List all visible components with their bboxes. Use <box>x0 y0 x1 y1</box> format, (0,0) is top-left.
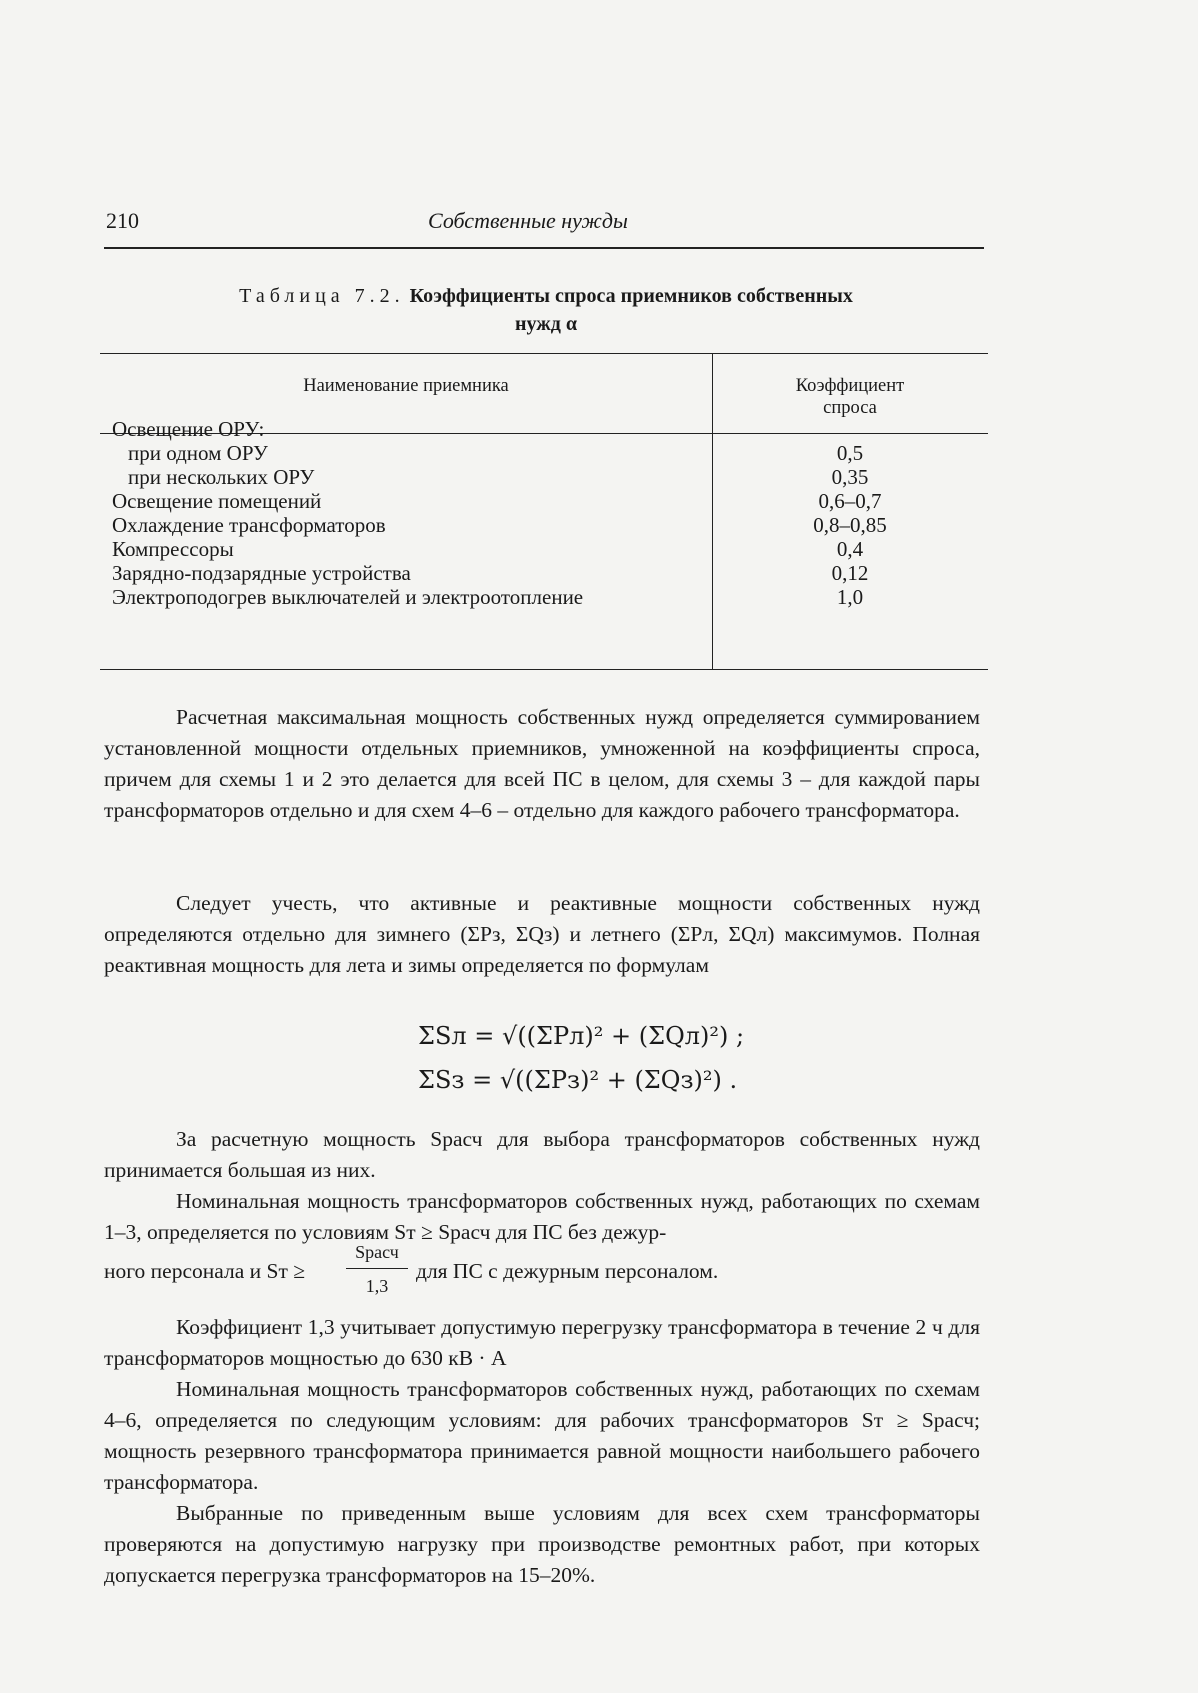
column-header-coefficient-line2: спроса <box>823 398 877 418</box>
table-bottom-rule <box>100 669 988 670</box>
table-row-value: 1,0 <box>836 585 864 609</box>
table-caption-title-line2: нужд α <box>514 313 578 335</box>
table-caption-prefix: Таблица 7.2. <box>239 285 405 307</box>
table-row-value: 0,6–0,7 <box>818 489 882 513</box>
table-row-value: 0,8–0,85 <box>813 513 887 537</box>
table-row-label: Освещение ОРУ: <box>112 417 265 441</box>
table-row-label: Электроподогрев выключателей и электроотопление <box>112 585 584 609</box>
paragraph-4-tail-end: для ПС с дежурным персоналом. <box>416 1259 719 1283</box>
paragraph-1: Расчетная максимальная мощность собственных нужд определяется суммированием установленной мощности отдельных приемников, умноженной на коэффициенты спроса, причем для схемы 1 и 2 это делается для всей ПС в целом, для схемы 3 – для каждой пары трансформаторов отдельно и для схем 4–6 – отдельно для каждого рабочего трансформатора. <box>104 705 980 822</box>
fraction-numerator: Sрасч <box>355 1242 399 1262</box>
running-head: Собственные нужды <box>428 208 628 233</box>
formula-summer: ΣSл = √((ΣPл)² + (ΣQл)²) ; <box>418 1022 745 1050</box>
table-row-label: Освещение помещений <box>112 489 322 513</box>
table-caption <box>176 282 916 338</box>
table-row-value: 0,5 <box>836 441 864 465</box>
table-row-label: при одном ОРУ <box>128 441 268 465</box>
formula-winter: ΣSз = √((ΣPз)² + (ΣQз)²) . <box>418 1066 738 1094</box>
paragraph-2: Следует учесть, что активные и реактивные мощности собственных нужд определяются отдельно для зимнего (ΣPз, ΣQз) и летнего (ΣPл, ΣQл) максимумов. Полная реактивная мощность для лета и зимы определяется по формулам <box>104 891 980 977</box>
paragraph-3: За расчетную мощность Sрасч для выбора трансформаторов собственных нужд принимается большая из них. <box>104 1127 980 1182</box>
table-row-value: 0,35 <box>831 465 869 489</box>
table-row-value: 0,4 <box>836 537 864 561</box>
page-number: 210 <box>106 208 139 233</box>
paragraph-4-tail-lead: ного персонала и Sт ≥ <box>104 1259 306 1283</box>
paragraph-6: Номинальная мощность трансформаторов собственных нужд, работающих по схемам 4–6, определяется по следующим условиям: для рабочих трансформаторов Sт ≥ Sрасч; мощность резервного трансформатора принимается равной мощности наибольшего рабочего трансформатора. <box>104 1377 980 1494</box>
table-row-value: 0,12 <box>831 561 869 585</box>
paragraph-7: Выбранные по приведенным выше условиям для всех схем трансформаторы проверяются на допустимую нагрузку при производстве ремонтных работ, при которых допускается перегрузка трансформаторов на 15–20%. <box>104 1501 980 1587</box>
table-row-label: Компрессоры <box>112 537 234 561</box>
header-rule <box>104 247 984 249</box>
table-top-rule <box>100 353 988 354</box>
demand-coefficients-table <box>100 353 988 669</box>
fraction-denominator: 1,3 <box>365 1276 389 1296</box>
column-header-coefficient <box>712 375 988 419</box>
table-row-label: Зарядно-подзарядные устройства <box>112 561 411 585</box>
fraction-bar <box>346 1268 408 1269</box>
table-row-label: Охлаждение трансформаторов <box>112 513 386 537</box>
paragraph-4: Номинальная мощность трансформаторов собственных нужд, работающих по схемам 1–3, определяется по условиям Sт ≥ Sрасч для ПС без дежур- <box>104 1189 980 1244</box>
column-header-coefficient-line1: Коэффициент <box>795 376 905 396</box>
table-row-label: при нескольких ОРУ <box>128 465 315 489</box>
paragraph-5: Коэффициент 1,3 учитывает допустимую перегрузку трансформатора в течение 2 ч для трансформаторов мощностью до 630 кВ · А <box>104 1315 980 1370</box>
column-header-name: Наименование приемника <box>303 376 509 396</box>
table-caption-title: Коэффициенты спроса приемников собственных <box>409 285 853 307</box>
